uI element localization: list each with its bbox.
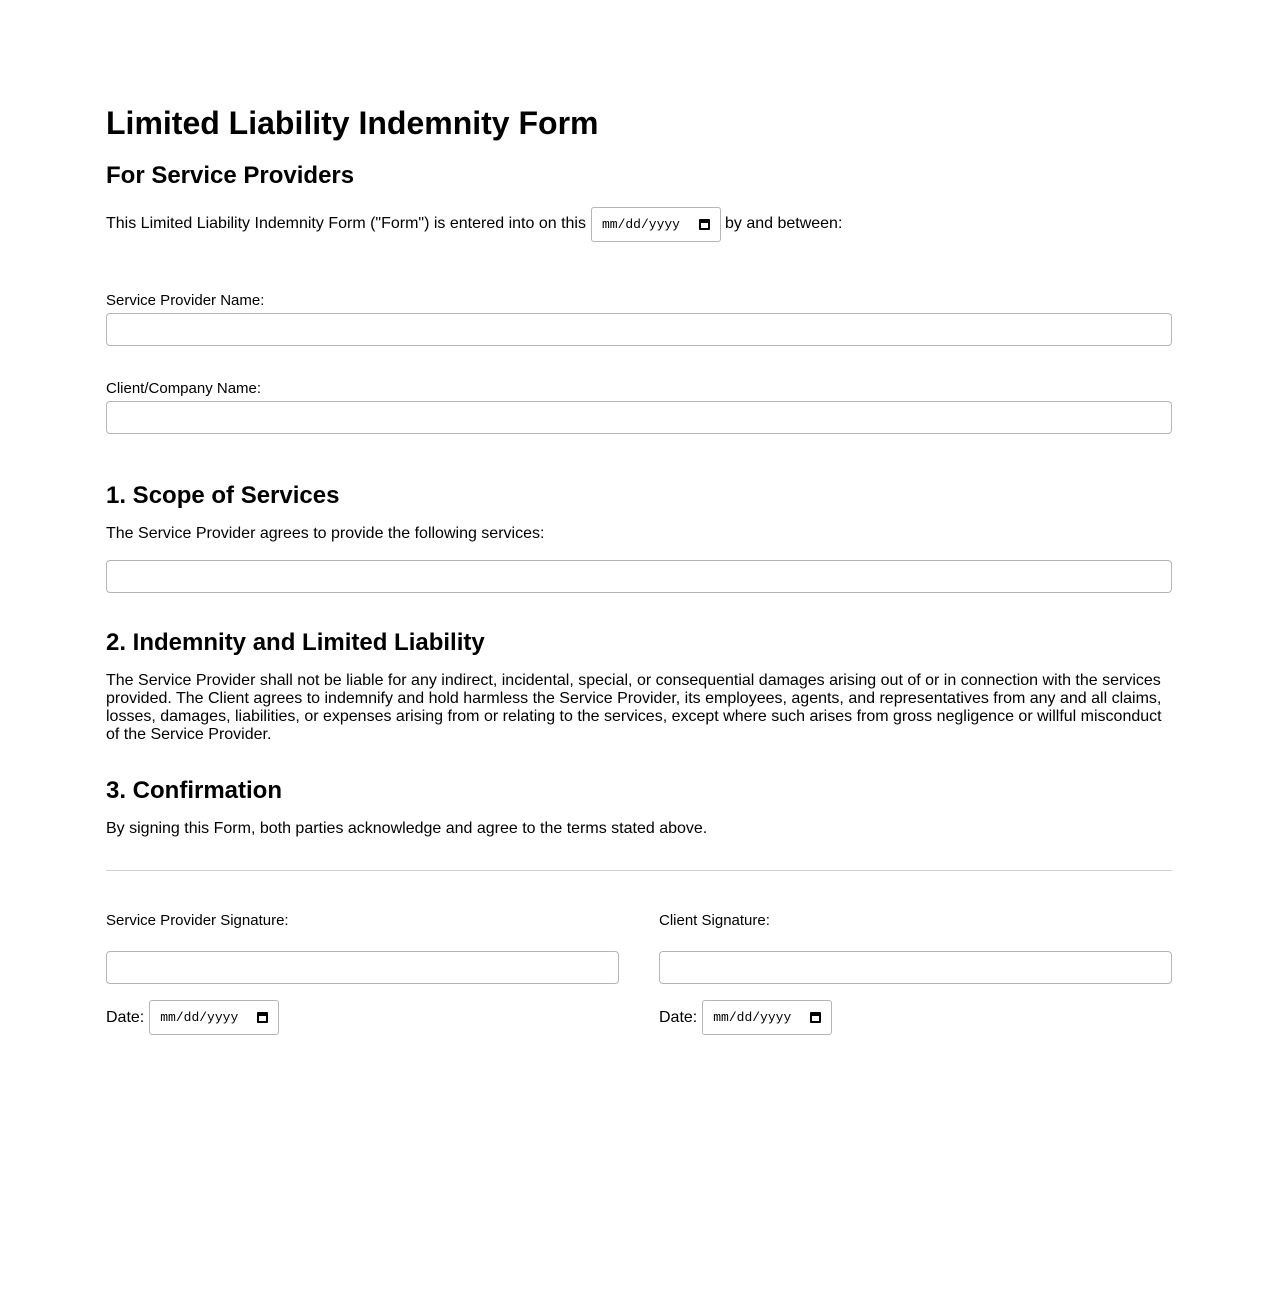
page-subtitle: For Service Providers	[106, 162, 355, 189]
services-input[interactable]	[106, 560, 1172, 593]
client-date-label: Date:	[659, 1008, 698, 1026]
indemnity-heading: 2. Indemnity and Limited Liability	[106, 629, 485, 656]
date-placeholder: mm/dd/yyyy	[160, 1010, 239, 1025]
indemnity-text: The Service Provider shall not be liable for any indirect, incidental, special, or consequential damages arising out of or in connection with the services provided. The Client agrees to indemnify and hold harmless the Service Provider, its employees, agents, and representatives from any and all claims, losses, damages, liabilities, or expenses arising from or relating to the services, except where such arises from gross negligence or willful misconduct of the Service Provider.	[106, 672, 1162, 743]
date-placeholder: mm/dd/yyyy	[601, 216, 680, 232]
calendar-icon[interactable]	[257, 1012, 268, 1023]
scope-heading: 1. Scope of Services	[106, 482, 340, 509]
provider-name-label: Service Provider Name:	[106, 292, 265, 309]
intro-text-after: by and between:	[724, 215, 843, 232]
scope-text: The Service Provider agrees to provide the following services:	[106, 525, 545, 542]
intro-text-before: This Limited Liability Indemnity Form ("Form") is entered into on this	[106, 215, 586, 232]
provider-date-label: Date:	[106, 1008, 145, 1026]
provider-name-input[interactable]	[106, 313, 1172, 346]
provider-signature-input[interactable]	[106, 951, 619, 984]
confirmation-text: By signing this Form, both parties acknowledge and agree to the terms stated above.	[106, 820, 708, 837]
page-title: Limited Liability Indemnity Form	[106, 105, 599, 141]
client-date-row	[659, 1000, 832, 1035]
client-signature-label: Client Signature:	[659, 912, 770, 929]
client-signature-input[interactable]	[659, 951, 1172, 984]
calendar-icon[interactable]	[810, 1012, 821, 1023]
provider-signature-label: Service Provider Signature:	[106, 912, 289, 929]
client-date-input[interactable]	[702, 1000, 832, 1035]
intro-line	[106, 206, 842, 242]
provider-date-row	[106, 1000, 279, 1035]
section-divider	[106, 870, 1172, 871]
agreement-date-input[interactable]	[591, 207, 721, 242]
provider-date-input[interactable]	[149, 1000, 279, 1035]
client-name-input[interactable]	[106, 401, 1172, 434]
confirmation-heading: 3. Confirmation	[106, 777, 283, 804]
calendar-icon[interactable]	[699, 219, 710, 230]
date-placeholder: mm/dd/yyyy	[713, 1010, 792, 1025]
client-name-label: Client/Company Name:	[106, 380, 262, 397]
